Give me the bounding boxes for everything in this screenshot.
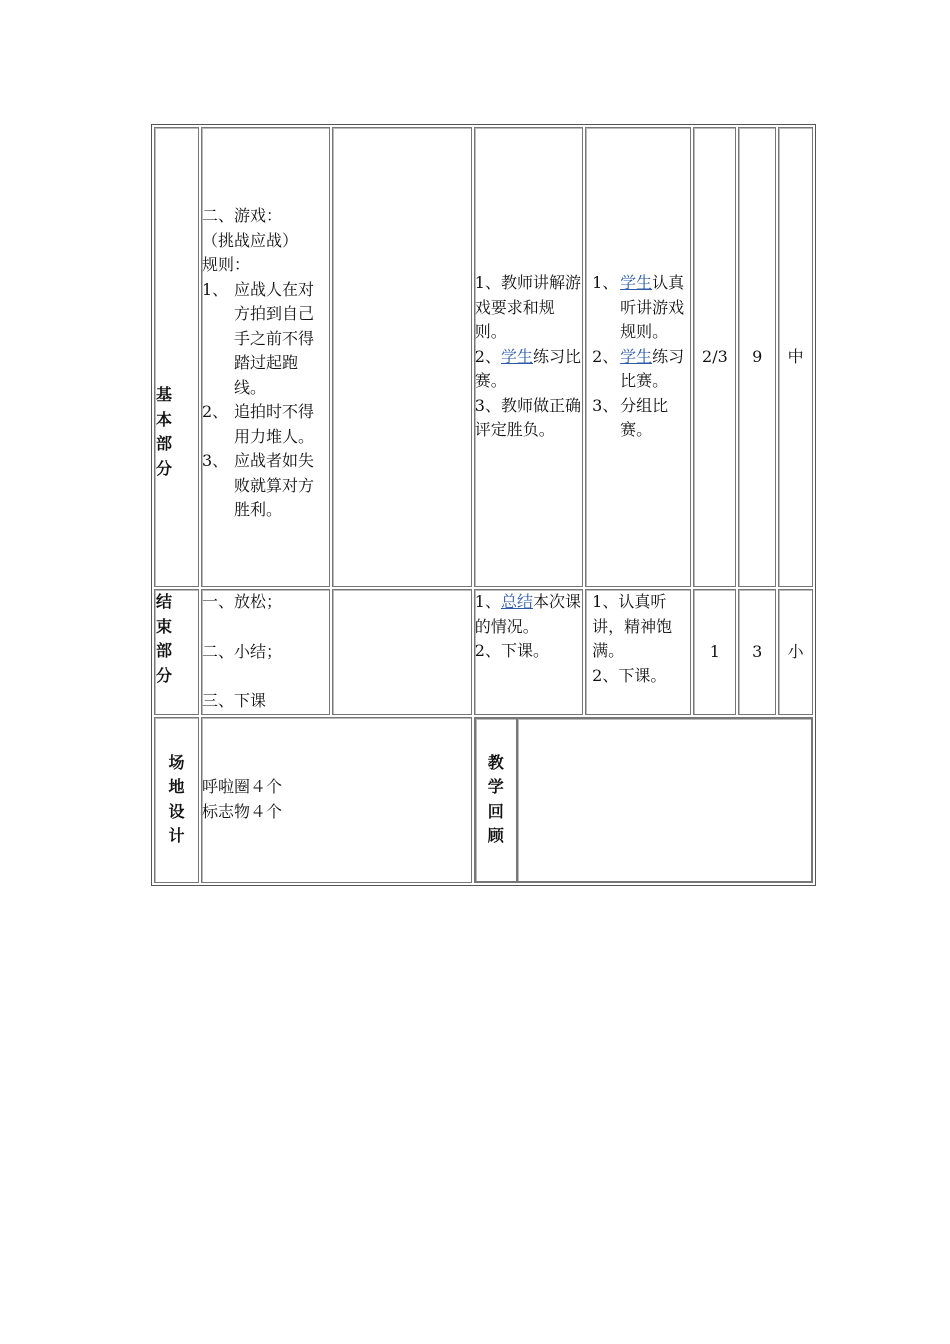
student-activity: 3、 分组比赛。: [592, 395, 669, 440]
game-heading: 二、游戏：: [201, 206, 282, 225]
venue-content-cell: [201, 717, 472, 883]
ending-step: 一、放松；: [201, 592, 282, 611]
rule-text: 应战者如失败就算对方胜利。: [233, 451, 314, 519]
rule-item: [202, 400, 329, 449]
venue-label: [154, 717, 199, 883]
ending-section-label: [154, 589, 199, 715]
review-wrapper: [474, 717, 813, 883]
student-activity: 1、 学生认真听讲游戏规则。: [592, 273, 685, 342]
review-label: [475, 718, 517, 882]
lesson-plan-page: [151, 124, 816, 886]
basic-teacher-cell: [474, 127, 583, 587]
ending-step: 二、小结；: [201, 641, 282, 661]
rule-item: [202, 449, 329, 523]
venue-item: 标志物４个: [201, 801, 282, 821]
student-activity: 2、下课。: [592, 665, 667, 685]
rule-number: 2、: [201, 402, 229, 421]
review-table: [475, 718, 812, 882]
rules-label: 规则：: [201, 255, 250, 274]
student-link[interactable]: 学生: [500, 346, 533, 366]
basic-student-cell: [585, 127, 691, 587]
basic-section-label-text: 基本部分: [156, 385, 173, 478]
basic-section-row: [154, 127, 813, 587]
basic-col-c: 中: [778, 127, 813, 587]
student-activity: 1、认真听讲，精神饱满。: [592, 592, 673, 660]
ending-section-label-text: 结束部分: [156, 592, 173, 685]
rule-text: 追拍时不得用力堆人。: [233, 402, 314, 446]
summary-link[interactable]: 总结: [500, 592, 533, 611]
student-activity: 2、 学生练习比赛。: [592, 346, 685, 391]
venue-label-text: 场地设计: [168, 752, 185, 845]
student-link[interactable]: 学生: [620, 346, 653, 366]
teacher-activity: 3、教师做正确评定胜负。: [474, 395, 581, 440]
ending-col-a: 1: [693, 589, 736, 715]
game-subheading: （挑战应战）: [201, 230, 298, 250]
rule-text: 应战人在对方拍到自己手之前不得踏过起跑线。: [233, 279, 314, 397]
basic-col-b: 9: [738, 127, 776, 587]
ending-col-c: 小: [778, 589, 813, 715]
teacher-activity: 1、教师讲解游戏要求和规则。: [474, 273, 581, 342]
rule-number: 3、: [201, 451, 229, 470]
rules-list: [202, 278, 329, 523]
review-content-cell: [517, 718, 812, 882]
ending-empty-cell: [332, 589, 472, 715]
basic-section-label: [154, 127, 199, 587]
ending-content-cell: [201, 589, 330, 715]
teacher-activity: 2、下课。: [474, 641, 549, 660]
review-label-text: 教学回顾: [487, 752, 504, 845]
ending-col-b: 3: [738, 589, 776, 715]
basic-col-a: 2/3: [693, 127, 736, 587]
venue-row: [154, 717, 813, 883]
ending-student-cell: [585, 589, 691, 715]
ending-teacher-cell: [474, 589, 583, 715]
student-link[interactable]: 学生: [620, 273, 653, 293]
basic-empty-cell: [332, 127, 472, 587]
rule-item: [202, 278, 329, 401]
teacher-activity: 2、学生练习比赛。: [474, 346, 581, 391]
venue-item: 呼啦圈４个: [201, 777, 282, 796]
rule-number: 1、: [201, 279, 229, 299]
ending-step: 三、下课: [201, 691, 266, 710]
student-activity-list: [592, 271, 690, 443]
teacher-activity: 1、总结本次课的情况。: [474, 592, 581, 636]
basic-content-cell: [201, 127, 330, 587]
ending-section-row: [154, 589, 813, 715]
lesson-plan-table: [151, 124, 816, 886]
